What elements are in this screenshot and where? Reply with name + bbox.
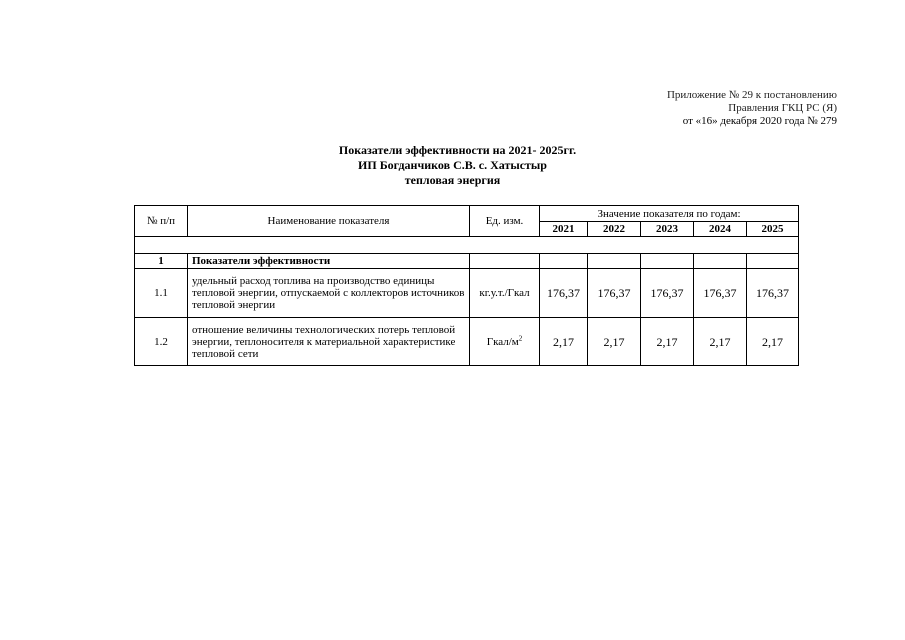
header-num: № п/п: [135, 206, 188, 237]
row-value: 176,37: [747, 269, 799, 318]
header-unit: Ед. изм.: [470, 206, 540, 237]
indicators-table: [134, 205, 799, 366]
unit-base: Гкал/м: [486, 335, 519, 348]
table-row: [135, 269, 799, 318]
document-title: [0, 143, 905, 188]
row-value: 176,37: [641, 269, 694, 318]
row-unit: [470, 318, 540, 366]
empty-cell: [694, 254, 747, 269]
row-value: 2,17: [588, 318, 641, 366]
title-line-2: ИП Богданчиков С.В. с. Хатыстыр: [358, 158, 547, 172]
empty-cell: [540, 254, 588, 269]
row-value: 2,17: [694, 318, 747, 366]
appendix-line-2: Правления ГКЦ РС (Я): [728, 102, 837, 114]
row-num: 1.2: [135, 318, 188, 366]
row-value: 2,17: [540, 318, 588, 366]
row-value: 2,17: [747, 318, 799, 366]
empty-cell: [135, 237, 799, 254]
empty-cell: [747, 254, 799, 269]
row-unit: кг.у.т./Гкал: [470, 269, 540, 318]
section-num: 1: [135, 254, 188, 269]
header-year: 2025: [747, 222, 799, 237]
header-year: 2023: [641, 222, 694, 237]
row-name: удельный расход топлива на производство единицы тепловой энергии, отпускаемой с коллекторов источников тепловой энергии: [188, 269, 470, 318]
row-value: 2,17: [641, 318, 694, 366]
empty-cell: [470, 254, 540, 269]
appendix-line-1: Приложение № 29 к постановлению: [666, 89, 837, 101]
row-value: 176,37: [694, 269, 747, 318]
row-value: 176,37: [540, 269, 588, 318]
title-line-3: тепловая энергия: [404, 173, 501, 187]
empty-cell: [641, 254, 694, 269]
section-row: [135, 254, 799, 269]
appendix-line-3: от «16» декабря 2020 года № 279: [682, 115, 837, 127]
header-year: 2024: [694, 222, 747, 237]
table-row: [135, 318, 799, 366]
row-value: 176,37: [588, 269, 641, 318]
title-line-1: Показатели эффективности на 2021- 2025гг.: [338, 143, 577, 157]
header-name: Наименование показателя: [188, 206, 470, 237]
empty-row: [135, 237, 799, 254]
appendix-note: [577, 89, 837, 128]
empty-cell: [588, 254, 641, 269]
header-year: 2022: [588, 222, 641, 237]
row-name: отношение величины технологических потерь тепловой энергии, теплоносителя к материальной характеристике тепловой сети: [188, 318, 470, 366]
header-values: Значение показателя по годам:: [540, 206, 799, 222]
header-year: 2021: [540, 222, 588, 237]
row-num: 1.1: [135, 269, 188, 318]
unit-superscript: 2: [518, 333, 523, 342]
section-label: Показатели эффективности: [188, 254, 470, 269]
